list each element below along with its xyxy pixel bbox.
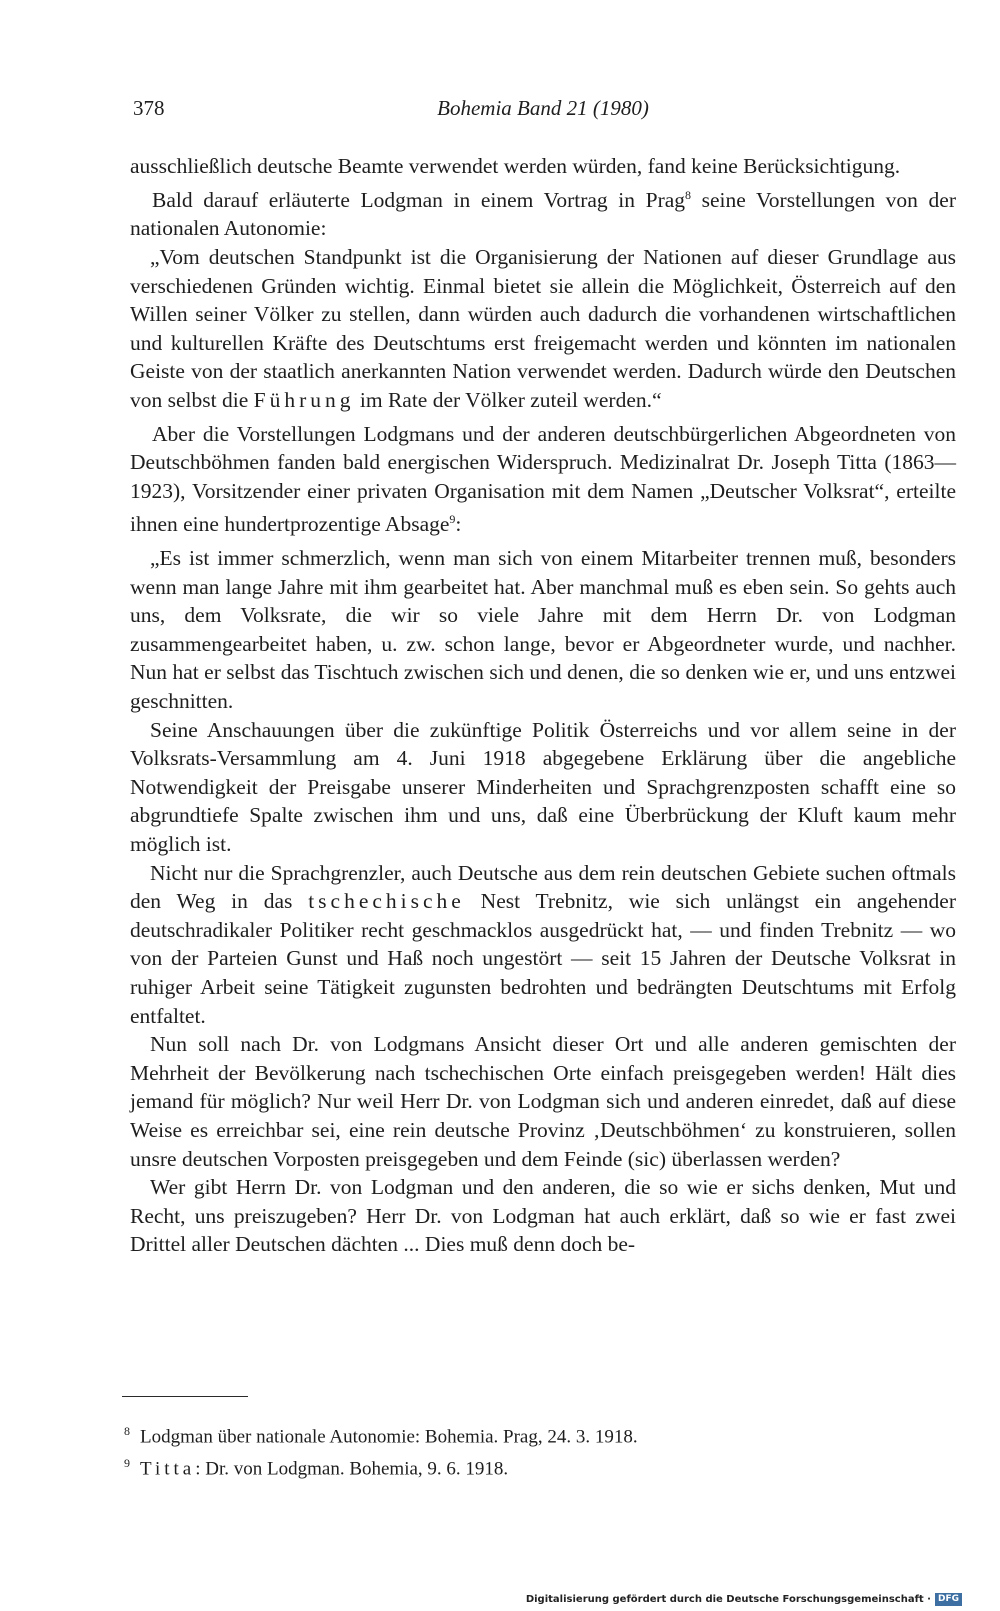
footnote-8 xyxy=(124,1418,944,1450)
quote-4-text-b: Nest Trebnitz, wie sich unlängst ein angehender deutschradikaler Politiker recht geschmacklos ausgedrückt hat, — und finden Trebnitz — wo von der Parteien Gunst und Haß noch ungestört — seit 15 Jahren der Deutsche Volksrat in ruhiger Arbeit seine Tätigkeit zugunsten bedrohten und bedrängten Deutschtums mit Erfolg entfaltet. xyxy=(130,889,956,1028)
footnote-ref-8[interactable]: 8 xyxy=(685,187,692,202)
quote-1-text-a: „Vom deutschen Standpunkt ist die Organisierung der Nationen auf dieser Grundlage aus verschiedenen Gründen wichtig. Einmal bietet sie allein die Möglichkeit, Österreich auf den Willen seiner Völker zu stellen, dann würden auch dadurch die vorhandenen wirtschaftlichen und kulturellen Kräfte des Deutschtums erst freigemacht werden und könnten im nationalen Geiste von der staatlich anerkannten Nation verwendet werden. Dadurch würde den Deutschen von selbst die xyxy=(130,244,956,412)
footnotes xyxy=(124,1418,944,1483)
paragraph-2-text-b: seine Vorstellungen von der nationalen Autonomie: xyxy=(130,187,956,241)
digitization-text: Digitalisierung gefördert durch die Deutsche Forschungsgemeinschaft · xyxy=(525,1594,931,1605)
quote-6 xyxy=(130,1173,956,1259)
footnote-9 xyxy=(124,1450,944,1482)
quote-5 xyxy=(130,1030,956,1173)
running-head xyxy=(133,96,953,130)
quote-2-text: „Es ist immer schmerzlich, wenn man sich von einem Mitarbeiter trennen muß, besonders wenn man lange Jahre mit ihm gearbeitet hat. Aber manchmal muß es eben sein. So gehts auch uns, dem Volksrate, die wir so viele Jahre mit dem Herrn Dr. von Lodgman zusammengearbeitet haben, u. zw. schon lange, bevor er Abgeordneter wurde, und nachher. Nun hat er selbst das Tischtuch zwischen sich und denen, die so denken wie er, und uns entzwei geschnitten. xyxy=(130,546,956,713)
paragraph-3-text-a: Aber die Vorstellungen Lodgmans und der anderen deutschbürgerlichen Abgeordneten von Deutschböhmen fanden bald energischen Widerspruch. Medizinalrat Dr. Joseph Titta (1863—1923), Vorsitzender einer privaten Organisation mit dem Namen „Deutscher Volksrat“, erteilte ihnen eine hundertprozentige Absage xyxy=(130,421,956,537)
footnote-ref-9[interactable]: 9 xyxy=(449,512,456,527)
quote-4-text-a: Nicht nur die Sprachgrenzler, auch Deutsche aus dem rein deutschen Gebiete suchen oftmals den Weg in das xyxy=(130,860,956,914)
body-text xyxy=(130,152,956,1259)
paragraph-1 xyxy=(130,152,956,181)
paragraph-3-text-b: : xyxy=(455,512,462,537)
footnote-9-mark: 9 xyxy=(124,1456,130,1471)
paragraph-3 xyxy=(130,420,956,540)
footnote-9-author: Titta xyxy=(140,1458,196,1480)
digitization-note xyxy=(526,1593,962,1606)
page-number: 378 xyxy=(133,96,165,120)
quote-4 xyxy=(130,859,956,1031)
journal-title: Bohemia Band 21 (1980) xyxy=(437,96,649,120)
quote-2 xyxy=(130,544,956,716)
dfg-logo: DFG xyxy=(935,1593,962,1606)
quote-1-spaced-word: Führung xyxy=(253,387,355,412)
quote-1 xyxy=(130,243,956,415)
paragraph-2-text-a: Bald darauf erläuterte Lodgman in einem Vortrag in Prag xyxy=(152,187,686,212)
quote-1-text-b: im Rate der Völker zuteil werden.“ xyxy=(354,387,662,412)
footnote-9-text: : Dr. von Lodgman. Bohemia, 9. 6. 1918. xyxy=(195,1458,509,1480)
quote-5-text: Nun soll nach Dr. von Lodgmans Ansicht dieser Ort und alle anderen gemischten der Mehrheit der Bevölkerung nach tschechischen Orte einfach preisgegeben werden! Hält dies jemand für möglich? Nur weil Herr Dr. von Lodgman sich und anderen einredet, daß auf diese Weise es erreichbar sei, eine rein deutsche Provinz ‚Deutschböhmen‘ zu konstruieren, sollen unsre deutschen Vorposten preisgegeben und dem Feinde (sic) überlassen werden? xyxy=(130,1032,956,1171)
footnote-divider xyxy=(122,1396,248,1397)
footnote-8-mark: 8 xyxy=(124,1424,130,1438)
quote-3-text: Seine Anschauungen über die zukünftige Politik Österreichs und vor allem seine in der Volksrats-Versammlung am 4. Juni 1918 abgegebene Erklärung über die angebliche Notwendigkeit der Preisgabe unserer Minderheiten und Sprachgrenzposten schafft eine so abgrundtiefe Spalte zwischen ihm und uns, daß eine Überbrückung der Kluft kaum mehr möglich ist. xyxy=(130,717,956,856)
quote-6-text: Wer gibt Herrn Dr. von Lodgman und den anderen, die so wie er sichs denken, Mut und Recht, uns preiszugeben? Herr Dr. von Lodgman hat auch erklärt, daß so wie er fast zwei Drittel aller Deutschen dächten ... Dies muß denn doch be- xyxy=(130,1175,956,1257)
footnote-8-text: Lodgman über nationale Autonomie: Bohemia. Prag, 24. 3. 1918. xyxy=(140,1426,638,1448)
paragraph-1-text: ausschließlich deutsche Beamte verwendet werden würden, fand keine Berücksichtigung. xyxy=(130,154,901,178)
paragraph-2 xyxy=(130,181,956,243)
quote-3 xyxy=(130,716,956,859)
quote-4-spaced-word: tschechische xyxy=(308,889,465,914)
